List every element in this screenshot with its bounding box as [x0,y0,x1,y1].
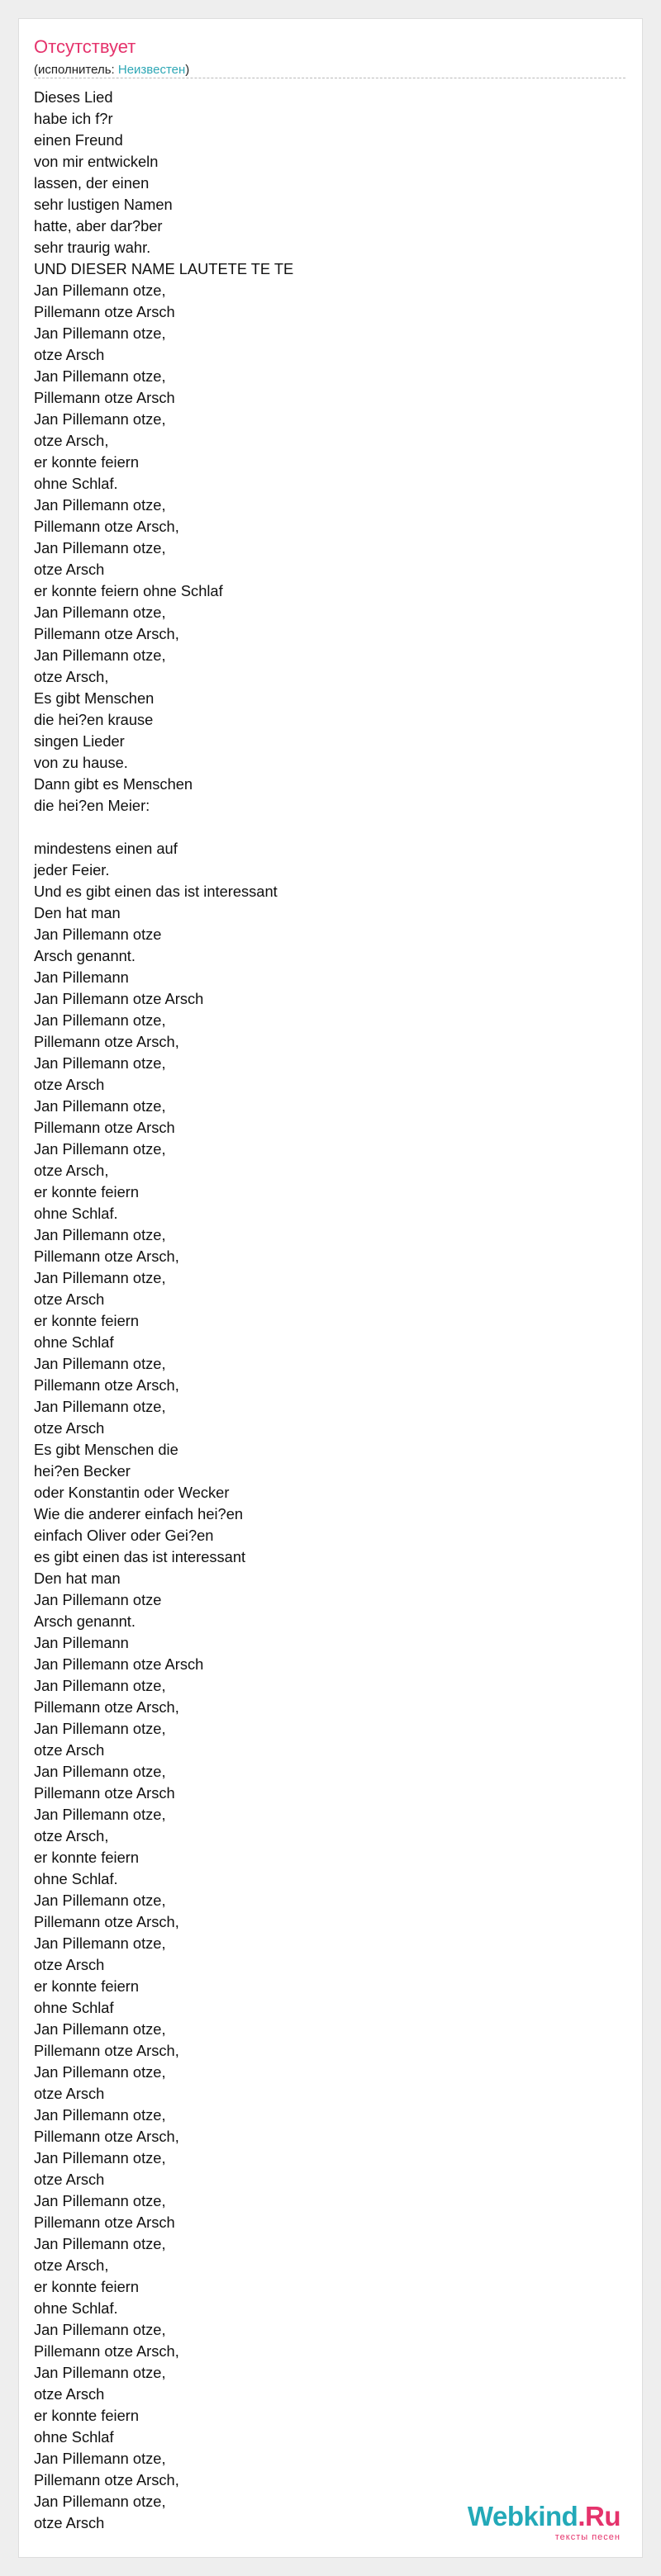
lyric-line: otze Arsch [34,1741,105,1759]
lyric-line: Jan Pillemann otze, [34,2020,166,2038]
lyric-line: Pillemann otze Arsch, [34,625,179,642]
logo-brand-tld: .Ru [578,2501,621,2531]
lyric-line: Jan Pillemann otze, [34,282,166,299]
lyric-line: Pillemann otze Arsch, [34,1698,179,1716]
lyric-line: Arsch genannt. [34,947,136,964]
lyric-line: otze Arsch, [34,2256,109,2274]
lyric-line: habe ich f?r [34,110,113,127]
lyric-line: ohne Schlaf. [34,1870,118,1887]
lyric-line: Jan Pillemann otze, [34,1806,166,1823]
lyric-line: Jan Pillemann otze Arsch [34,1655,204,1673]
lyric-line: Den hat man [34,1570,121,1587]
lyric-line: Jan Pillemann otze Arsch [34,990,204,1007]
lyric-line: einfach Oliver oder Gei?en [34,1527,214,1544]
lyric-line: er konnte feiern [34,1183,140,1200]
lyric-line: ohne Schlaf. [34,2299,118,2317]
lyric-line: otze Arsch [34,2385,105,2403]
lyric-line: er konnte feiern [34,453,140,471]
lyric-line: lassen, der einen [34,174,150,192]
lyric-line: oder Konstantin oder Wecker [34,1484,230,1501]
lyric-line: Jan Pillemann otze, [34,2235,166,2252]
lyric-line: otze Arsch [34,1290,105,1308]
lyric-line: er konnte feiern [34,1312,140,1329]
lyric-line: Jan Pillemann otze, [34,367,166,385]
lyric-line: Pillemann otze Arsch, [34,1033,179,1050]
lyric-line: Jan Pillemann otze, [34,1226,166,1243]
lyric-line: otze Arsch [34,561,105,578]
lyric-line: ohne Schlaf [34,1333,114,1351]
lyric-line: Jan Pillemann otze, [34,646,166,664]
lyric-line: Jan Pillemann otze, [34,2321,166,2338]
lyric-line: Jan Pillemann otze, [34,2493,166,2510]
lyric-line: er konnte feiern [34,1849,140,1866]
lyric-line: von mir entwickeln [34,153,159,170]
lyric-line: von zu hause. [34,754,128,771]
lyric-line: die hei?en krause [34,711,154,728]
lyric-line: Pillemann otze Arsch [34,389,175,406]
lyric-line: Pillemann otze Arsch, [34,1376,179,1394]
lyric-line: Jan Pillemann otze, [34,496,166,514]
lyric-line [34,817,629,838]
lyric-line: Jan Pillemann [34,968,129,986]
lyric-line: Jan Pillemann otze, [34,1398,166,1415]
lyric-line: Jan Pillemann otze, [34,2106,166,2124]
lyric-line: Jan Pillemann otze, [34,2364,166,2381]
lyric-line: er konnte feiern [34,2278,140,2295]
lyric-line: Jan Pillemann otze, [34,1355,166,1372]
lyric-line: Jan Pillemann otze, [34,2063,166,2081]
lyric-line: Jan Pillemann otze, [34,1677,166,1694]
artist-line [34,63,189,77]
logo-wordmark [468,2501,621,2532]
lyric-line: jeder Feier. [34,861,110,878]
lyric-line: Jan Pillemann otze, [34,324,166,342]
lyric-line: Dann gibt es Menschen [34,775,193,793]
lyric-line: Es gibt Menschen die [34,1441,178,1458]
lyric-line: Jan Pillemann otze, [34,604,166,621]
lyric-line: die hei?en Meier: [34,797,150,814]
lyric-line: Pillemann otze Arsch [34,303,175,320]
lyric-line: Jan Pillemann otze, [34,1054,166,1072]
lyric-line: Jan Pillemann otze, [34,1934,166,1952]
lyric-line: singen Lieder [34,732,125,750]
lyric-line: ohne Schlaf. [34,1205,118,1222]
lyric-line: Jan Pillemann otze, [34,1720,166,1737]
lyric-line: Pillemann otze Arsch, [34,2342,179,2360]
lyric-line: Jan Pillemann otze, [34,2192,166,2209]
logo-brand-main: Webkind [467,2501,578,2531]
lyric-line: otze Arsch, [34,1827,109,1844]
lyric-line: er konnte feiern [34,2407,140,2424]
lyric-line: Jan Pillemann otze [34,1591,162,1608]
lyric-line: otze Arsch, [34,668,109,685]
lyric-line: Jan Pillemann otze, [34,1140,166,1158]
lyric-line: Jan Pillemann otze, [34,539,166,556]
lyric-line: otze Arsch, [34,432,109,449]
lyric-line: hatte, aber dar?ber [34,217,163,234]
lyric-line: hei?en Becker [34,1462,131,1480]
lyric-line: otze Arsch [34,1076,105,1093]
logo-tagline: тексты песен [554,2532,621,2542]
lyric-line: Es gibt Menschen [34,689,155,707]
lyric-line: Jan Pillemann otze, [34,2450,166,2467]
lyric-line: otze Arsch, [34,1162,109,1179]
lyric-line: Jan Pillemann otze, [34,1892,166,1909]
lyric-line: Pillemann otze Arsch, [34,1248,179,1265]
lyric-line: mindestens einen auf [34,840,178,857]
artist-prefix: (исполнитель: [34,63,118,77]
lyric-line: Jan Pillemann [34,1634,129,1651]
lyric-line: ohne Schlaf. [34,475,118,492]
lyric-line: Wie die anderer einfach hei?en [34,1505,244,1522]
artist-link[interactable]: Неизвестен [117,63,186,77]
lyric-line: otze Arsch [34,1419,105,1437]
lyric-line: es gibt einen das ist interessant [34,1548,246,1565]
lyric-line: Jan Pillemann otze, [34,1269,166,1286]
lyric-line: otze Arsch [34,2085,105,2102]
lyric-line: Jan Pillemann otze, [34,1763,166,1780]
lyric-line: Pillemann otze Arsch, [34,1913,179,1930]
lyric-line: Pillemann otze Arsch [34,1119,175,1136]
lyric-line: Pillemann otze Arsch, [34,2042,179,2059]
lyric-line: Jan Pillemann otze, [34,1097,166,1115]
lyric-line: otze Arsch [34,1956,105,1973]
lyric-line: otze Arsch [34,2171,105,2188]
lyric-line: Jan Pillemann otze [34,926,162,943]
site-logo[interactable] [459,2501,621,2542]
lyric-line: einen Freund [34,131,123,149]
lyric-line: Den hat man [34,904,121,921]
lyric-line: Pillemann otze Arsch, [34,2471,179,2488]
lyric-line: Arsch genannt. [34,1612,136,1630]
lyrics-text [34,87,629,2534]
lyric-line: Pillemann otze Arsch, [34,2128,179,2145]
song-title: Отсутствует [34,36,136,57]
lyric-line: UND DIESER NAME LAUTETE TE TE [34,260,294,277]
lyric-line: sehr traurig wahr. [34,239,151,256]
lyric-line: Dieses Lied [34,88,113,106]
lyrics-card [18,18,643,2558]
lyric-line: Pillemann otze Arsch [34,1784,175,1802]
lyric-line: er konnte feiern [34,1977,140,1995]
lyric-line: sehr lustigen Namen [34,196,173,213]
artist-suffix: ) [185,63,190,77]
lyric-line: Jan Pillemann otze, [34,410,166,428]
lyric-line: Pillemann otze Arsch, [34,518,179,535]
lyric-line: Pillemann otze Arsch [34,2214,175,2231]
lyric-line: er konnte feiern ohne Schlaf [34,582,223,599]
lyric-line: Jan Pillemann otze, [34,2149,166,2166]
lyric-line: ohne Schlaf [34,2428,114,2446]
lyric-line: Und es gibt einen das ist interessant [34,883,278,900]
lyric-line: ohne Schlaf [34,1999,114,2016]
lyric-line: otze Arsch [34,2514,105,2531]
lyric-line: Jan Pillemann otze, [34,1011,166,1029]
lyric-line: otze Arsch [34,346,105,363]
